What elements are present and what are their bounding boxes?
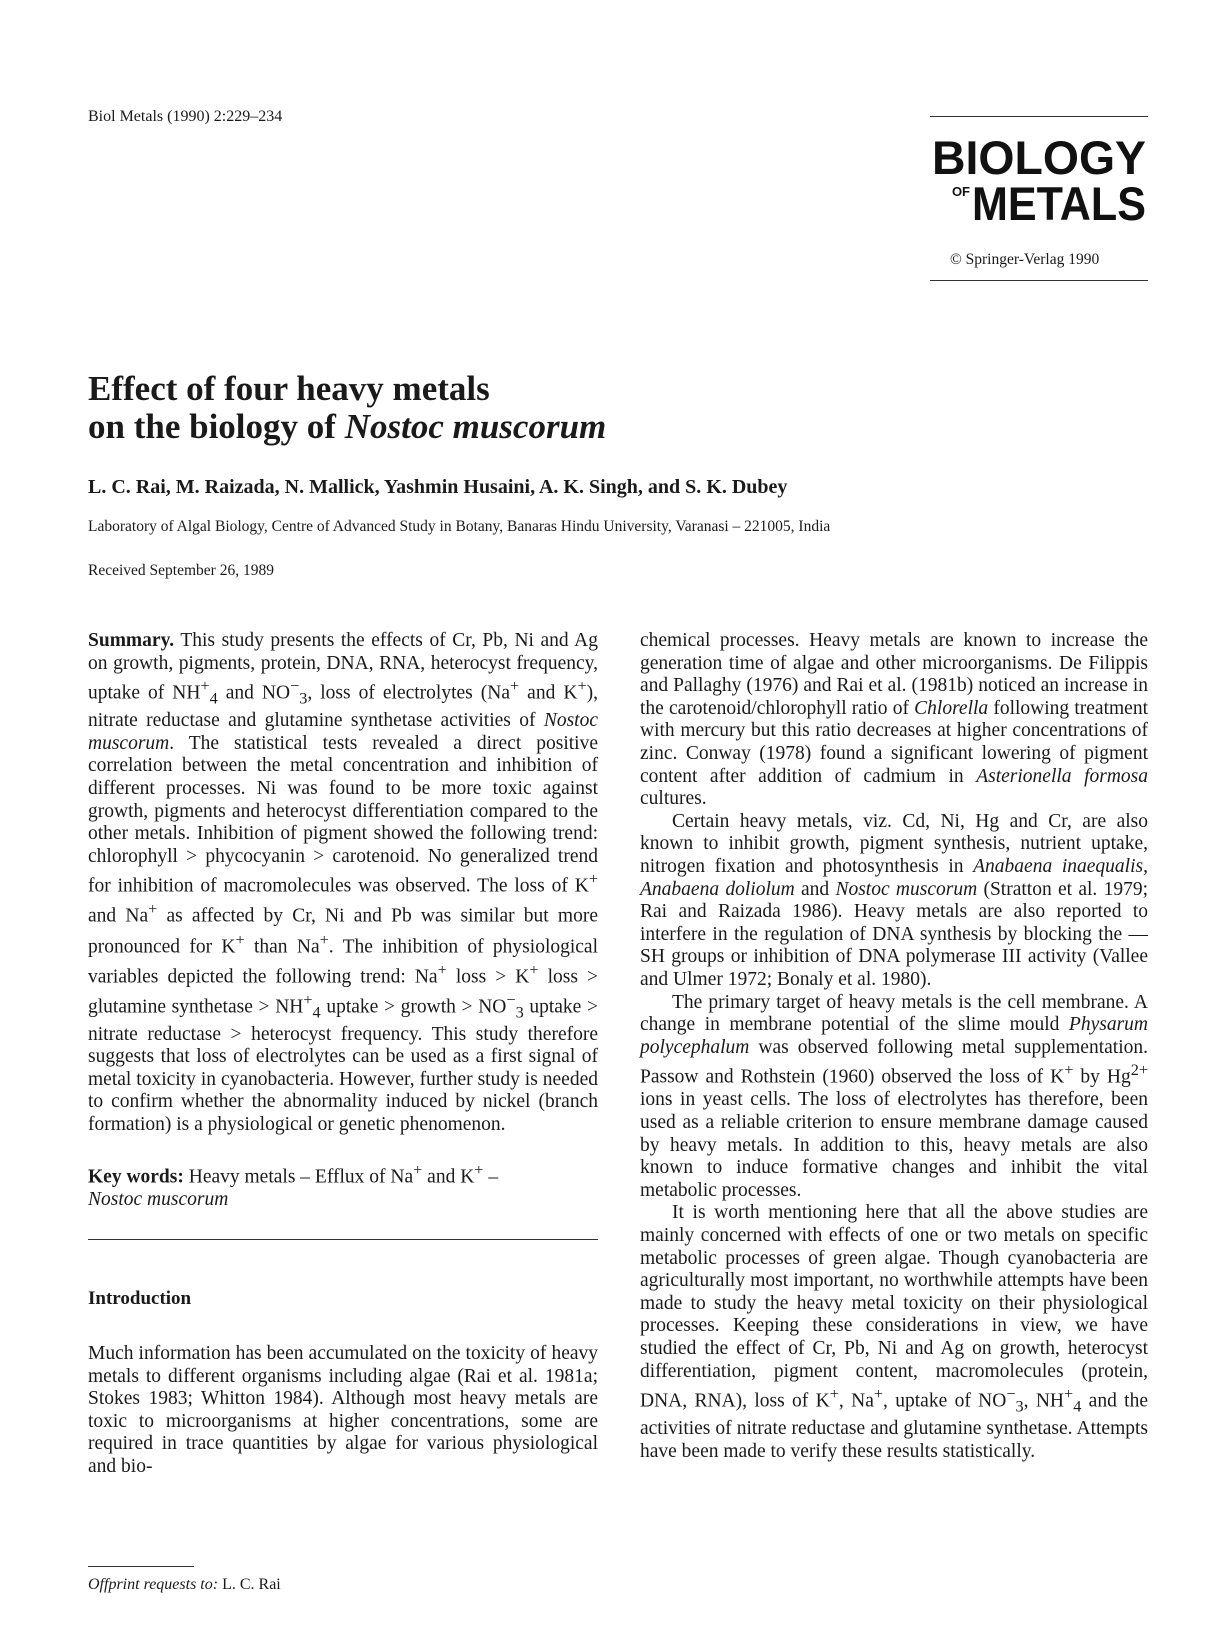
subscript: 4 [209,689,218,708]
species-name: Nostoc muscorum [835,878,978,900]
summary-text: This study presents the effects of Cr, Pb, Ni and Ag on growth, pigments, protein, DNA, RNA, heterocyst frequency, uptake of NH [88,630,598,704]
body-text: cultures. [640,788,707,810]
summary-text: . The statistical tests revealed a direct positive correlation between the metal concentration and inhibition of different processes. Ni was found to be more toxic against growth, pigments and heterocyst differentiation compared to the other metals. Inhibition of pigment showed the following trend: chlorophyll > phycocyanin > carotenoid. No generalized trend for inhibition of macromolecules was observed. The loss of K [88,732,598,897]
species-name: Physarum polycephalum [640,1014,1148,1058]
subscript: 3 [1015,1397,1024,1416]
subscript: 4 [1073,1397,1082,1416]
summary-paragraph [88,630,598,1137]
keywords-label: Key words: [88,1166,184,1188]
body-text: and [794,878,836,900]
superscript: + [1064,1061,1074,1080]
superscript: + [1064,1385,1074,1404]
summary-text: . The inhibition of physiological variables depicted the following trend: Na [88,936,599,988]
logo-metals-text: METALS [972,177,1146,222]
offprint-footnote [88,1576,281,1594]
body-text: by Hg [1073,1066,1131,1088]
superscript: + [577,677,587,696]
superscript: + [200,677,210,696]
affiliation: Laboratory of Algal Biology, Centre of Advanced Study in Botany, Banaras Hindu University, Varanasi – 221005, India [88,518,831,535]
keywords-text: and K [422,1166,475,1188]
superscript: + [873,1385,884,1404]
title-line-1: Effect of four heavy metals [88,369,490,408]
introduction-paragraph: Much information has been accumulated on the toxicity of heavy metals to different organisms including algae (Rai et al. 1981a; Stokes 1983; Whitton 1984). Although most heavy metals are toxic to microorganisms at higher concentrations, some are required in trace quantities by algae for various physiological and bio- [88,1342,598,1477]
body-text: , Na [838,1390,874,1412]
subscript: 3 [515,1003,524,1022]
left-column [88,630,598,1479]
introduction-heading: Introduction [88,1288,192,1310]
summary-text: as affected by Cr, Ni and Pb was similar but more pronounced for K [88,905,598,958]
summary-text: than Na [244,936,320,958]
body-text: (Stratton et al. 1979; Rai and Raizada 1986). Heavy metals are also reported to interfere in the regulation of DNA synthesis by blocking the —SH groups or inhibition of DNA polymerase III activity (Vallee and Ulmer 1972; Bonaly et al. 1980). [640,878,1149,990]
superscript: − [290,677,300,696]
author-list: L. C. Rai, M. Raizada, N. Mallick, Yashmin Husaini, A. K. Singh, and S. K. Dubey [88,476,788,498]
logo-biology-text: BIOLOGY [932,132,1146,184]
footnote-name: L. C. Rai [218,1576,281,1593]
summary-text: loss > K [446,966,530,988]
body-text: , NH [1023,1390,1065,1412]
summary-text: uptake > nitrate reductase > heterocyst frequency. This study therefore suggests that loss of electrolytes can be used as a first signal of metal toxicity in cyanobacteria. However, further study is needed to confirm whether the abnormality induced by nickel (branch formation) is a physiological or genetic phenomenon. [88,996,598,1136]
keywords-text: – [483,1166,499,1188]
body-text: ions in yeast cells. The loss of electrolytes has therefore, been used as a reliable criterion to ensure membrane damage caused by heavy metals. In addition to this, heavy metals are also known to induce formative changes and inhibit the vital metabolic processes. [640,1089,1148,1201]
superscript: − [506,990,516,1009]
superscript: + [413,1160,423,1179]
summary-text: and Na [88,905,149,927]
keywords-text: Heavy metals – Efflux of Na [183,1166,414,1188]
body-text: was observed following metal supplementation. Passow and Rothstein (1960) observed the loss of K [640,1036,1148,1088]
superscript: + [588,870,598,889]
summary-species-name: Nostoc muscorum [88,710,598,754]
summary-text: , loss of electrolytes (Na [307,682,510,704]
summary-text: ), nitrate reductase and glutamine synthetase activities of [88,682,598,732]
species-name: Anabaena inaequalis, Anabaena doliolum [640,855,1148,900]
copyright-notice: © Springer-Verlag 1990 [950,251,1100,268]
subscript: 4 [312,1003,321,1022]
summary-label: Summary. [88,630,175,651]
body-text: It is worth mentioning here that all the above studies are mainly concerned with effects of one or two metals on specific metabolic processes of green algae. Though cyanobacteria are agriculturally most important, no worthwhile attempts have been made to study the heavy metal toxicity on their physiological processes. Keeping these considerations in view, we have studied the effect of Cr, Pb, Ni and Ag on growth, heterocyst differentiation, pigment content, macromolecules (protein, DNA, RNA), loss of K [640,1202,1148,1412]
keywords-paragraph [88,1159,598,1212]
superscript: + [529,960,539,979]
body-text: chemical processes. Heavy metals are known to increase the generation time of algae and other microorganisms. De Filippis and Pallaghy (1976) and Rai et al. (1981b) noticed an increase in the carotenoid/chlorophyll ratio of [640,630,1148,719]
superscript: 2+ [1130,1061,1148,1080]
body-text: Certain heavy metals, viz. Cd, Ni, Hg and Cr, are also known to inhibit growth, pigment synthesis, nutrient uptake, nitrogen fixation and photosynthesis in [640,810,1148,877]
body-paragraph-2 [640,811,1148,992]
summary-text: loss > glutamine synthetase > NH [88,966,598,1018]
species-name: Chlorella [914,697,989,719]
body-text: The primary target of heavy metals is the cell membrane. A change in membrane potential of the slime mould [640,991,1148,1036]
article-title [88,370,606,446]
superscript: + [235,930,245,949]
keywords-species-name: Nostoc muscorum [88,1188,229,1210]
received-date: Received September 26, 1989 [88,562,274,579]
body-text: and the activities of nitrate reductase and glutamine synthetase. Attempts have been made to verify these results statistically. [640,1390,1148,1462]
title-line-2-prefix: on the biology of [88,407,345,446]
title-species-name: Nostoc muscorum [344,407,607,446]
footnote-label: Offprint requests to: [88,1576,219,1593]
superscript: + [437,960,447,979]
logo-of-text: OF [951,184,970,199]
right-column [640,630,1148,1463]
footnote-rule [88,1566,194,1567]
brand-bottom-rule [930,280,1148,281]
superscript: + [148,900,158,919]
summary-text: and K [519,682,578,704]
summary-text: and NO [217,682,291,704]
journal-logo [930,132,1148,222]
body-paragraph-3 [640,992,1148,1203]
superscript: − [1006,1385,1016,1404]
body-text: following treatment with mercury but this ratio decreases at higher concentrations of zinc. Conway (1978) found a significant lowering of pigment content after addition of cadmium in [640,697,1148,787]
section-divider [88,1239,598,1240]
superscript: + [303,990,313,1009]
body-paragraph-4 [640,1202,1148,1463]
brand-top-rule [930,116,1148,117]
superscript: + [474,1160,484,1179]
summary-text: uptake > growth > NO [320,996,507,1018]
body-text: , uptake of NO [883,1390,1007,1412]
superscript: + [829,1385,839,1404]
body-paragraph-1 [640,630,1148,811]
superscript: + [319,930,329,949]
superscript: + [510,677,520,696]
subscript: 3 [299,689,308,708]
species-name: Asterionella formosa [976,765,1149,787]
journal-citation: Biol Metals (1990) 2:229–234 [88,108,283,125]
